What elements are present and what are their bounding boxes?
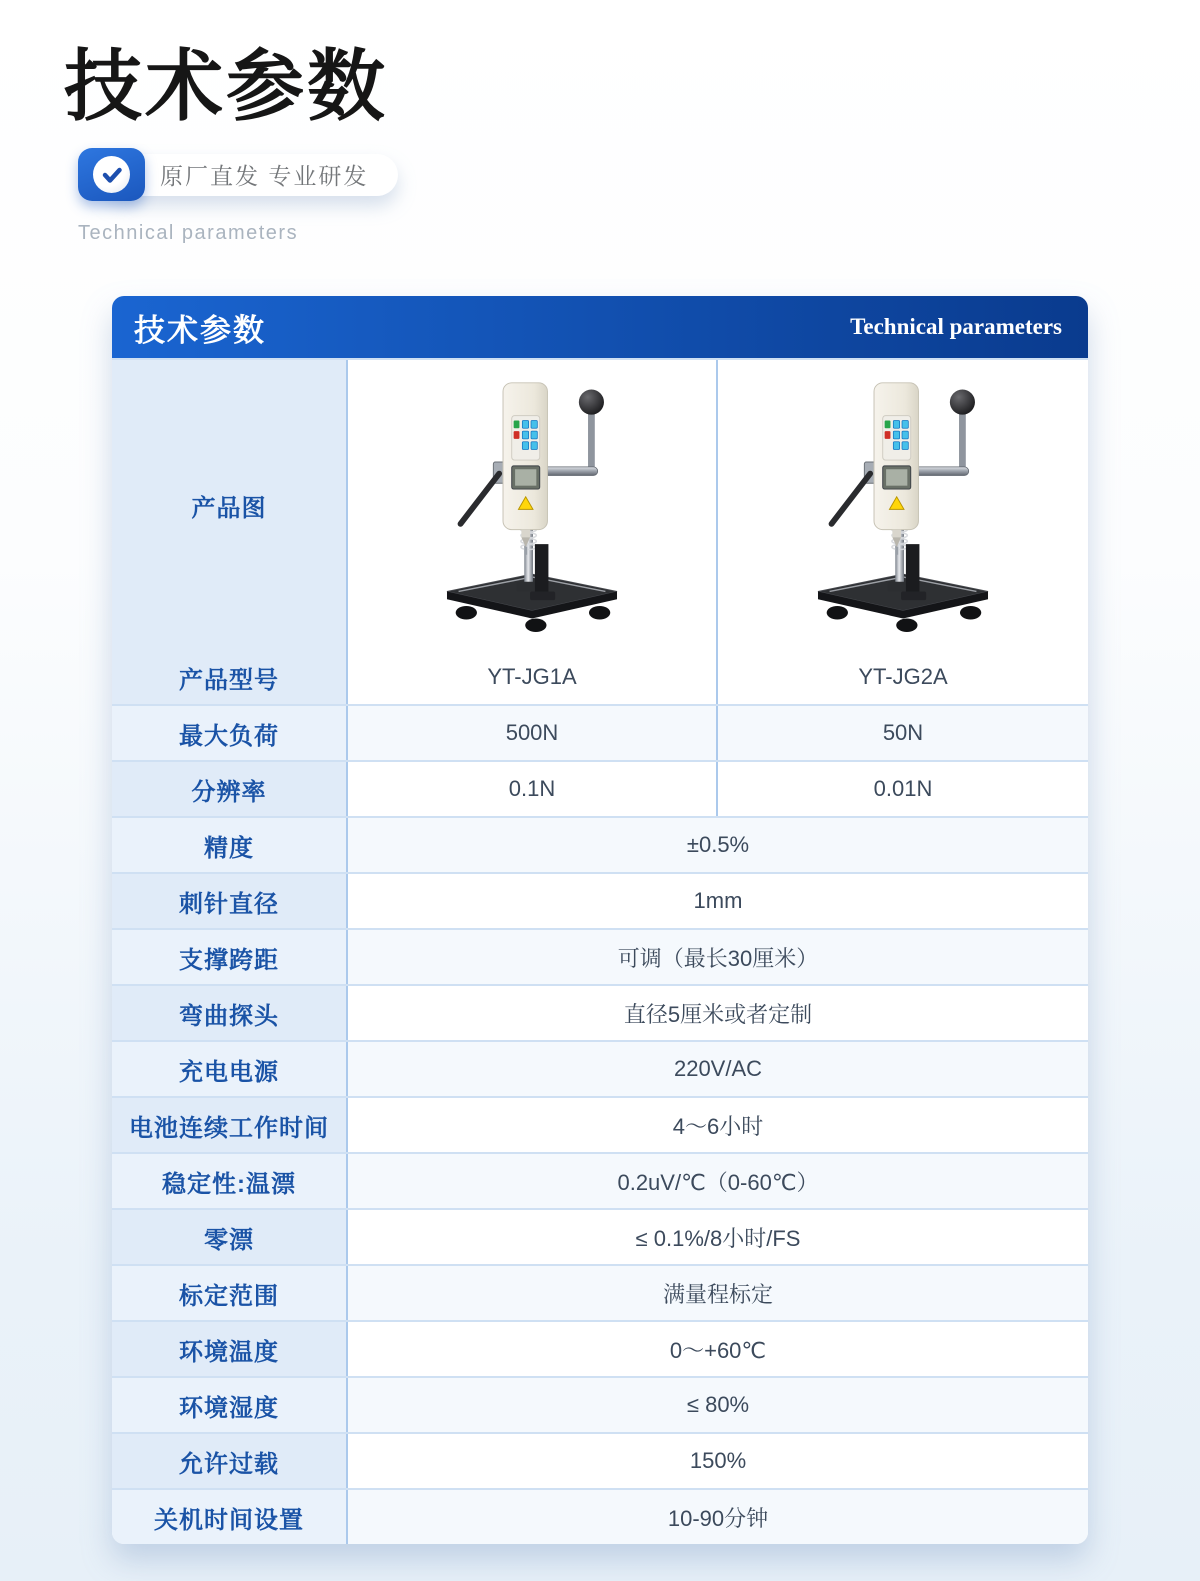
table-row bbox=[112, 1096, 1088, 1152]
table-row bbox=[112, 1152, 1088, 1208]
row-label: 环境温度 bbox=[112, 1322, 348, 1376]
table-row bbox=[112, 1208, 1088, 1264]
table-row bbox=[112, 1376, 1088, 1432]
product-image-yt-jg1a bbox=[348, 360, 718, 650]
row-label: 零漂 bbox=[112, 1210, 348, 1264]
panel-title-en: Technical parameters bbox=[850, 314, 1062, 339]
row-value: 150% bbox=[348, 1434, 1088, 1488]
row-value: 满量程标定 bbox=[348, 1266, 1088, 1320]
row-label: 环境湿度 bbox=[112, 1378, 348, 1432]
subtitle-en: Technical parameters bbox=[78, 221, 299, 244]
row-value: 0.2uV/℃（0-60℃） bbox=[348, 1154, 1088, 1208]
force-gauge-stand-image bbox=[803, 377, 1003, 633]
table-row bbox=[112, 1040, 1088, 1096]
table-row bbox=[112, 760, 1088, 816]
row-label: 精度 bbox=[112, 818, 348, 872]
row-label: 标定范围 bbox=[112, 1266, 348, 1320]
row-value: YT-JG1A bbox=[348, 650, 718, 704]
row-value: 10-90分钟 bbox=[348, 1490, 1088, 1544]
row-value: 0.01N bbox=[718, 762, 1088, 816]
check-icon bbox=[93, 156, 130, 193]
row-label: 充电电源 bbox=[112, 1042, 348, 1096]
row-value: 0～+60℃ bbox=[348, 1322, 1088, 1376]
table-row bbox=[112, 1432, 1088, 1488]
badge-label: 原厂直发 专业研发 bbox=[102, 154, 398, 196]
row-value: 220V/AC bbox=[348, 1042, 1088, 1096]
row-value: 直径5厘米或者定制 bbox=[348, 986, 1088, 1040]
row-value: ≤ 80% bbox=[348, 1378, 1088, 1432]
table-row bbox=[112, 816, 1088, 872]
row-label: 分辨率 bbox=[112, 762, 348, 816]
row-value: 1mm bbox=[348, 874, 1088, 928]
table-row bbox=[112, 1488, 1088, 1544]
row-value: 可调（最长30厘米） bbox=[348, 930, 1088, 984]
table-row bbox=[112, 872, 1088, 928]
row-label: 电池连续工作时间 bbox=[112, 1098, 348, 1152]
row-value: 500N bbox=[348, 706, 718, 760]
table-row bbox=[112, 984, 1088, 1040]
origin-badge bbox=[78, 148, 369, 202]
panel-title-zh: 技术参数 bbox=[134, 312, 266, 349]
page-title: 技术参数 bbox=[64, 41, 389, 132]
row-label: 允许过载 bbox=[112, 1434, 348, 1488]
table-row bbox=[112, 704, 1088, 760]
row-value: 50N bbox=[718, 706, 1088, 760]
row-label: 稳定性:温漂 bbox=[112, 1154, 348, 1208]
badge-square bbox=[78, 148, 145, 201]
panel-header bbox=[112, 296, 1088, 358]
row-label: 关机时间设置 bbox=[112, 1490, 348, 1544]
table-row bbox=[112, 1320, 1088, 1376]
force-gauge-stand-image bbox=[432, 377, 632, 633]
spec-panel bbox=[112, 296, 1088, 1544]
table-row bbox=[112, 928, 1088, 984]
row-label: 刺针直径 bbox=[112, 874, 348, 928]
product-image-yt-jg2a bbox=[718, 360, 1088, 650]
table-row bbox=[112, 1264, 1088, 1320]
table-row-product-image bbox=[112, 358, 1088, 650]
row-label: 产品图 bbox=[112, 360, 348, 650]
row-label: 产品型号 bbox=[112, 650, 348, 704]
row-value: 0.1N bbox=[348, 762, 718, 816]
row-value: ≤ 0.1%/8小时/FS bbox=[348, 1210, 1088, 1264]
row-label: 弯曲探头 bbox=[112, 986, 348, 1040]
row-label: 支撑跨距 bbox=[112, 930, 348, 984]
row-label: 最大负荷 bbox=[112, 706, 348, 760]
spec-rows bbox=[112, 650, 1088, 1544]
row-value: ±0.5% bbox=[348, 818, 1088, 872]
row-value: 4～6小时 bbox=[348, 1098, 1088, 1152]
row-value: YT-JG2A bbox=[718, 650, 1088, 704]
table-row bbox=[112, 650, 1088, 704]
